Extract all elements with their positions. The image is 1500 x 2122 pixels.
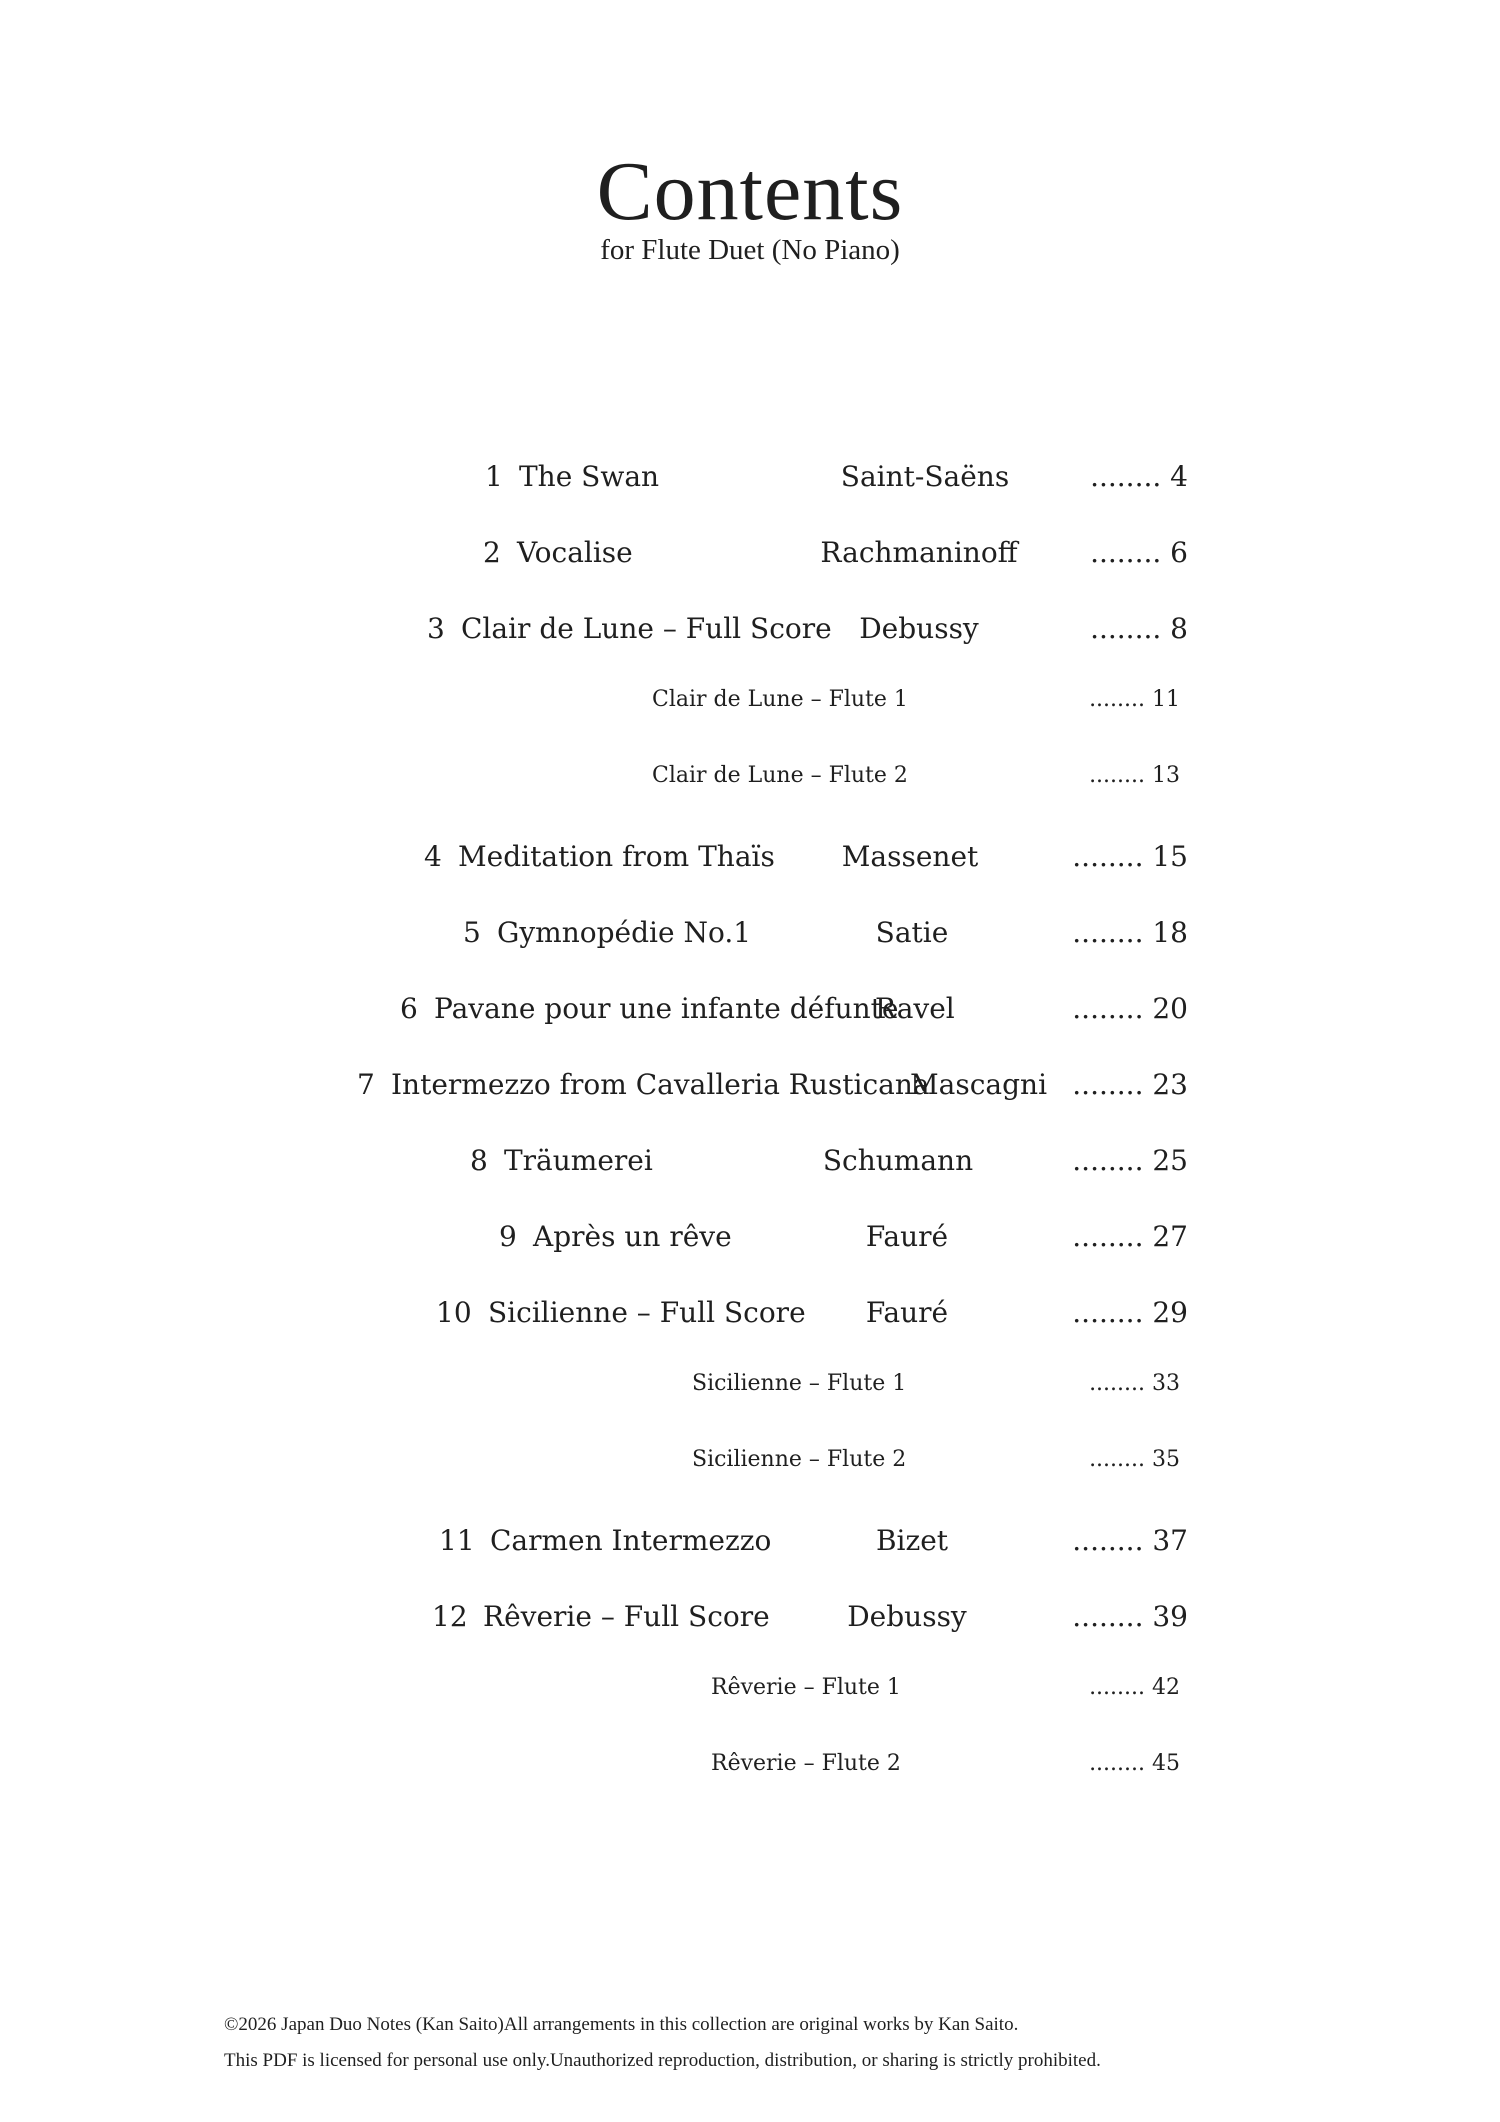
entry-number: 9 xyxy=(499,1220,517,1253)
entry-page: ........ 25 xyxy=(1072,1144,1188,1177)
toc-subentry-reverie-flute-1[interactable] xyxy=(0,1671,1500,1705)
toc-subentry-sicilienne-flute-1[interactable] xyxy=(0,1367,1500,1401)
subentry-page: ........ 45 xyxy=(1089,1751,1180,1776)
entry-composer: Ravel xyxy=(875,992,955,1025)
subentry-page: ........ 13 xyxy=(1089,763,1180,788)
page-subtitle: for Flute Duet (No Piano) xyxy=(600,234,900,266)
entry-title: Carmen Intermezzo xyxy=(490,1524,772,1557)
toc-entry-5[interactable] xyxy=(0,913,1500,953)
entry-composer: Mascagni xyxy=(910,1068,1048,1101)
entry-page: ........ 39 xyxy=(1072,1600,1188,1633)
toc-entry-3[interactable] xyxy=(0,609,1500,649)
subentry-page: ........ 35 xyxy=(1089,1447,1180,1472)
subentry-title: Clair de Lune – Flute 1 xyxy=(652,687,908,712)
entry-number: 11 xyxy=(439,1524,475,1557)
entry-number: 10 xyxy=(436,1296,472,1329)
entry-page: ........ 29 xyxy=(1072,1296,1188,1329)
entry-page: ........ 27 xyxy=(1072,1220,1188,1253)
entry-title: Vocalise xyxy=(517,536,633,569)
page-title: Contents xyxy=(596,145,904,238)
entry-composer: Schumann xyxy=(822,1144,974,1177)
toc-subentry-clair-flute-2[interactable] xyxy=(0,759,1500,793)
entry-number: 12 xyxy=(432,1600,468,1633)
entry-page: ........ 23 xyxy=(1072,1068,1188,1101)
toc-entry-2[interactable] xyxy=(0,533,1500,573)
toc-entry-11[interactable] xyxy=(0,1521,1500,1561)
entry-composer: Bizet xyxy=(875,1524,949,1557)
entry-page: ........ 15 xyxy=(1072,840,1188,873)
subentry-page: ........ 33 xyxy=(1089,1371,1180,1396)
entry-composer: Rachmaninoff xyxy=(820,536,1018,569)
entry-title: Intermezzo from Cavalleria Rusticana xyxy=(391,1068,930,1101)
subentry-title: Sicilienne – Flute 1 xyxy=(692,1371,907,1396)
toc-entry-6[interactable] xyxy=(0,989,1500,1029)
entry-number: 8 xyxy=(470,1144,488,1177)
entry-composer: Fauré xyxy=(865,1296,949,1329)
entry-page: ........ 37 xyxy=(1072,1524,1188,1557)
toc-entry-4[interactable] xyxy=(0,837,1500,877)
entry-title: The Swan xyxy=(519,460,660,493)
subentry-page: ........ 11 xyxy=(1089,687,1180,712)
entry-title: Pavane pour une infante défunte xyxy=(434,992,899,1025)
toc-subentry-sicilienne-flute-2[interactable] xyxy=(0,1443,1500,1477)
subentry-title: Rêverie – Flute 1 xyxy=(711,1675,901,1700)
entry-composer: Massenet xyxy=(841,840,979,873)
subentry-title: Sicilienne – Flute 2 xyxy=(692,1447,907,1472)
entry-composer: Fauré xyxy=(865,1220,949,1253)
toc-subentry-reverie-flute-2[interactable] xyxy=(0,1747,1500,1781)
entry-page: ........ 6 xyxy=(1090,536,1188,569)
entry-number: 6 xyxy=(400,992,418,1025)
copyright-notice: ©2026 Japan Duo Notes (Kan Saito)All arrangements in this collection are original works by Kan Saito. xyxy=(224,2014,1019,2035)
entry-composer: Satie xyxy=(875,916,949,949)
entry-title: Meditation from Thaïs xyxy=(458,840,775,873)
entry-page: ........ 20 xyxy=(1072,992,1188,1025)
subentry-title: Rêverie – Flute 2 xyxy=(711,1751,901,1776)
entry-title: Träumerei xyxy=(504,1144,653,1177)
entry-number: 3 xyxy=(427,612,445,645)
toc-entry-7[interactable] xyxy=(0,1065,1500,1105)
entry-title: Sicilienne – Full Score xyxy=(488,1296,806,1329)
toc-entry-10[interactable] xyxy=(0,1293,1500,1333)
toc-subentry-clair-flute-1[interactable] xyxy=(0,683,1500,717)
entry-number: 4 xyxy=(424,840,442,873)
entry-number: 1 xyxy=(485,460,503,493)
toc-entry-1[interactable] xyxy=(0,457,1500,497)
entry-number: 2 xyxy=(483,536,501,569)
license-notice: This PDF is licensed for personal use only.Unauthorized reproduction, distribution, or sharing is strictly prohibited. xyxy=(224,2050,1101,2071)
entry-composer: Debussy xyxy=(847,1600,967,1633)
entry-title: Rêverie – Full Score xyxy=(483,1600,770,1633)
toc-entry-12[interactable] xyxy=(0,1597,1500,1637)
entry-page: ........ 4 xyxy=(1090,460,1188,493)
entry-composer: Debussy xyxy=(859,612,979,645)
entry-title: Gymnopédie No.1 xyxy=(497,916,752,949)
entry-title: Clair de Lune – Full Score xyxy=(461,612,832,645)
toc-entry-8[interactable] xyxy=(0,1141,1500,1181)
subentry-page: ........ 42 xyxy=(1089,1675,1180,1700)
entry-page: ........ 18 xyxy=(1072,916,1188,949)
entry-page: ........ 8 xyxy=(1090,612,1188,645)
entry-number: 5 xyxy=(463,916,481,949)
entry-composer: Saint-Saëns xyxy=(840,460,1010,493)
entry-title: Après un rêve xyxy=(533,1220,732,1253)
subentry-title: Clair de Lune – Flute 2 xyxy=(652,763,908,788)
entry-number: 7 xyxy=(357,1068,375,1101)
toc-entry-9[interactable] xyxy=(0,1217,1500,1257)
